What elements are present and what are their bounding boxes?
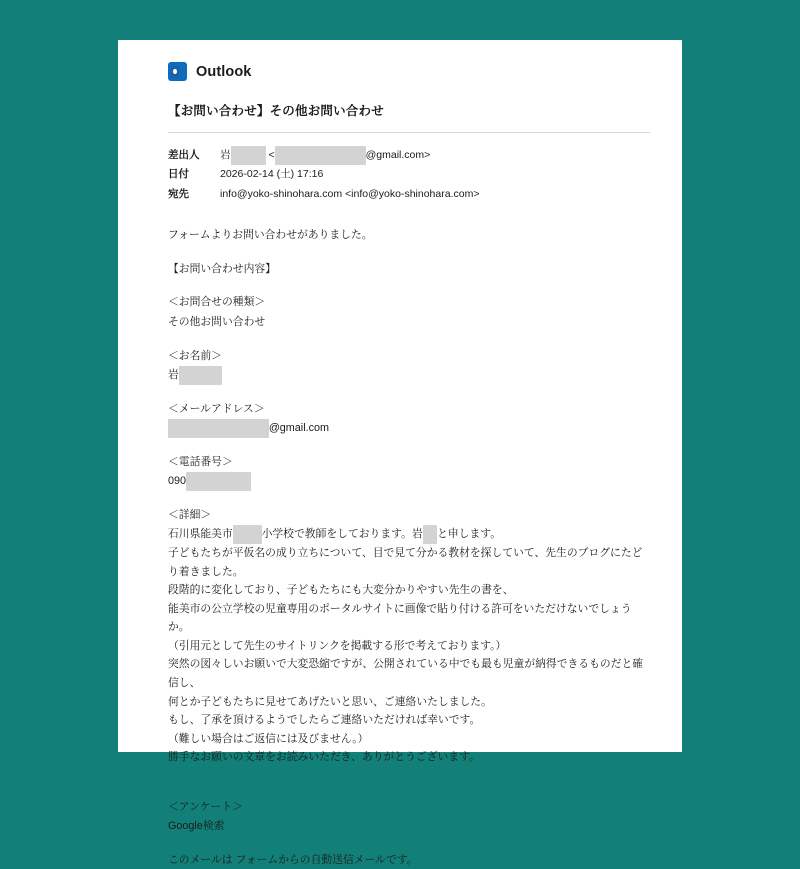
body-footer: このメールは フォームからの自動送信メールです。	[168, 853, 418, 866]
detail-school-redacted	[233, 525, 262, 544]
email-content	[118, 40, 682, 869]
meta-value-from	[220, 146, 430, 165]
section-title: ＜お名前＞	[168, 349, 222, 362]
email-body	[168, 226, 650, 869]
meta-label-date: 日付	[168, 168, 189, 181]
section-title: ＜詳細＞	[168, 508, 212, 521]
section-value	[168, 419, 650, 438]
section-details	[168, 506, 650, 767]
section-email-address	[168, 400, 650, 438]
section-name	[168, 347, 650, 385]
detail-name-redacted	[423, 525, 437, 544]
detail-line: 子どもたちが平仮名の成り立ちについて、目で見て分かる教材を探していて、先生のブログにたどり着きました。	[168, 547, 643, 578]
body-spacer	[168, 782, 650, 798]
detail-post: 小学校で教師をしております。岩	[261, 528, 423, 541]
detail-line: 何とか子どもたちに見せてあげたいと思い、ご連絡いたしました。	[168, 695, 492, 708]
outlook-logo-icon	[168, 62, 187, 81]
phone-redacted	[186, 472, 251, 491]
body-content-heading: 【お問い合わせ内容】	[168, 262, 276, 275]
meta-row-date	[168, 165, 650, 184]
meta-label-to: 宛先	[168, 187, 189, 200]
detail-line: （引用元として先生のサイトリンクを掲載する形で考えております。）	[168, 639, 507, 652]
detail-line	[168, 525, 650, 544]
name-redacted	[179, 366, 222, 385]
body-intro: フォームよりお問い合わせがありました。	[168, 229, 373, 242]
name-prefix: 岩	[168, 369, 179, 382]
detail-line: 勝手なお願いの文章をお読みいただき、ありがとうございます。	[168, 751, 480, 764]
detail-pre: 石川県能美市	[168, 528, 233, 541]
from-open-bracket: <	[265, 149, 275, 161]
section-value: その他お問い合わせ	[168, 315, 266, 328]
from-name-redacted	[231, 146, 266, 165]
detail-line: 突然の図々しいお願いで大変恐縮ですが、公開されている中でも最も児童が納得できるものだと確信し、	[168, 658, 644, 689]
section-value	[168, 366, 650, 385]
section-value: Google検索	[168, 820, 225, 833]
section-survey	[168, 798, 650, 836]
email-meta	[168, 146, 650, 204]
from-name-prefix: 岩	[220, 149, 231, 161]
section-title: ＜電話番号＞	[168, 455, 233, 468]
outlook-brand	[168, 62, 650, 81]
meta-row-to	[168, 185, 650, 204]
detail-line: 段階的に変化しており、子どもたちにも大変分かりやすい先生の書を、	[168, 584, 514, 597]
meta-label-from: 差出人	[168, 149, 200, 161]
detail-line: もし、了承を頂けるようでしたらご連絡いただければ幸いです。	[168, 714, 481, 727]
email-page	[118, 40, 682, 866]
section-title: ＜アンケート＞	[168, 800, 243, 813]
section-phone	[168, 453, 650, 491]
detail-line: （難しい場合はご返信には及びません。）	[168, 732, 369, 745]
detail-line: 能美市の公立学校の児童専用のポータルサイトに画像で貼り付ける許可をいただけないでしょうか。	[168, 602, 632, 634]
phone-prefix: 090	[168, 475, 187, 488]
email-subject: 【お問い合わせ】その他お問い合わせ	[168, 101, 650, 133]
meta-row-from	[168, 146, 650, 165]
from-address-suffix: @gmail.com>	[365, 149, 431, 161]
detail-post2: と申します。	[437, 528, 502, 541]
section-title: ＜メールアドレス＞	[168, 402, 265, 415]
email-local-redacted	[168, 419, 269, 438]
brand-name: Outlook	[196, 63, 252, 80]
meta-value-date: 2026-02-14 (土) 17:16	[220, 168, 324, 181]
section-value	[168, 472, 650, 491]
email-domain: @gmail.com	[268, 422, 329, 435]
section-title: ＜お問合せの種類＞	[168, 296, 266, 309]
meta-value-to: info@yoko-shinohara.com <info@yoko-shinohara.com>	[220, 187, 480, 200]
from-address-redacted	[275, 146, 366, 165]
section-inquiry-type	[168, 293, 650, 331]
